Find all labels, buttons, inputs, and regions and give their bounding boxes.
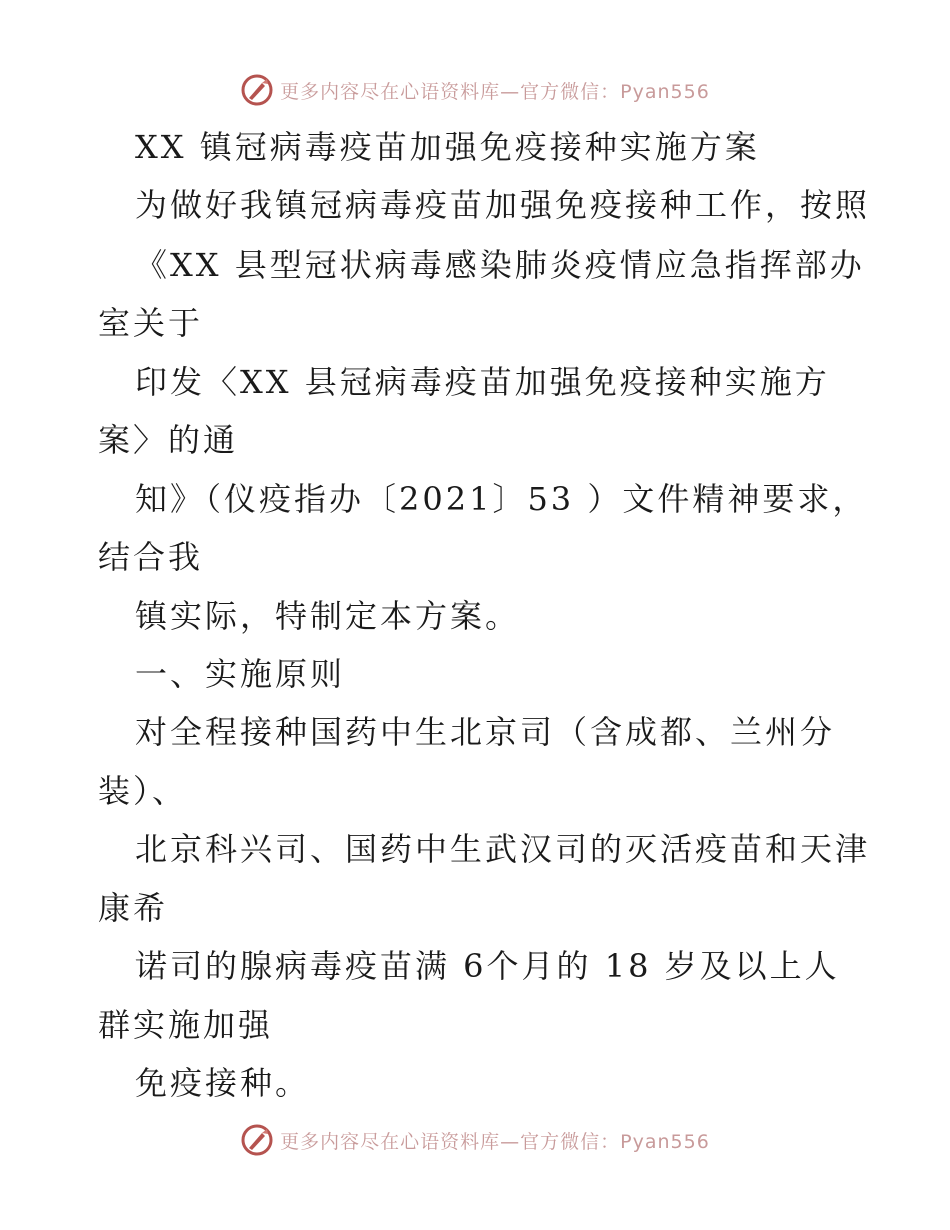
paragraph-line: 知》（仪疫指办〔2021〕53 ）文件精神要求， <box>135 480 868 518</box>
paragraph-line: 为做好我镇冠病毒疫苗加强免疫接种工作，按照 <box>135 186 871 224</box>
watermark-text: 更多内容尽在心语资料库—官方微信：Pyan556 <box>280 80 710 103</box>
paragraph-line: 装）、 <box>98 772 188 810</box>
paragraph-line: 结合我 <box>98 538 204 576</box>
paragraph-line: 免疫接种。 <box>135 1064 311 1102</box>
paragraph-line: 室关于 <box>98 304 204 342</box>
paragraph-line: 镇实际，特制定本方案。 <box>135 597 521 635</box>
quill-logo-icon <box>240 73 274 107</box>
paragraph-line: 群实施加强 <box>98 1006 274 1044</box>
watermark-text: 更多内容尽在心语资料库—官方微信：Pyan556 <box>280 1130 710 1153</box>
watermark-header <box>0 70 950 110</box>
paragraph-line: 印发〈XX 县冠病毒疫苗加强免疫接种实施方 <box>135 363 830 401</box>
paragraph-line: 北京科兴司、国药中生武汉司的灭活疫苗和天津 <box>135 830 871 868</box>
quill-logo-icon <box>240 1123 274 1157</box>
paragraph-line: 诺司的腺病毒疫苗满 6个月的 18 岁及以上人 <box>135 947 840 985</box>
paragraph-line: 《XX 县型冠状病毒感染肺炎疫情应急指挥部办 <box>135 246 865 284</box>
document-title: XX 镇冠病毒疫苗加强免疫接种实施方案 <box>135 128 760 166</box>
paragraph-line: 案〉的通 <box>98 421 239 459</box>
watermark-footer <box>0 1120 950 1160</box>
paragraph-line: 康希 <box>98 889 169 927</box>
section-heading: 一、实施原则 <box>135 655 346 693</box>
paragraph-line: 对全程接种国药中生北京司（含成都、兰州分 <box>135 713 836 751</box>
